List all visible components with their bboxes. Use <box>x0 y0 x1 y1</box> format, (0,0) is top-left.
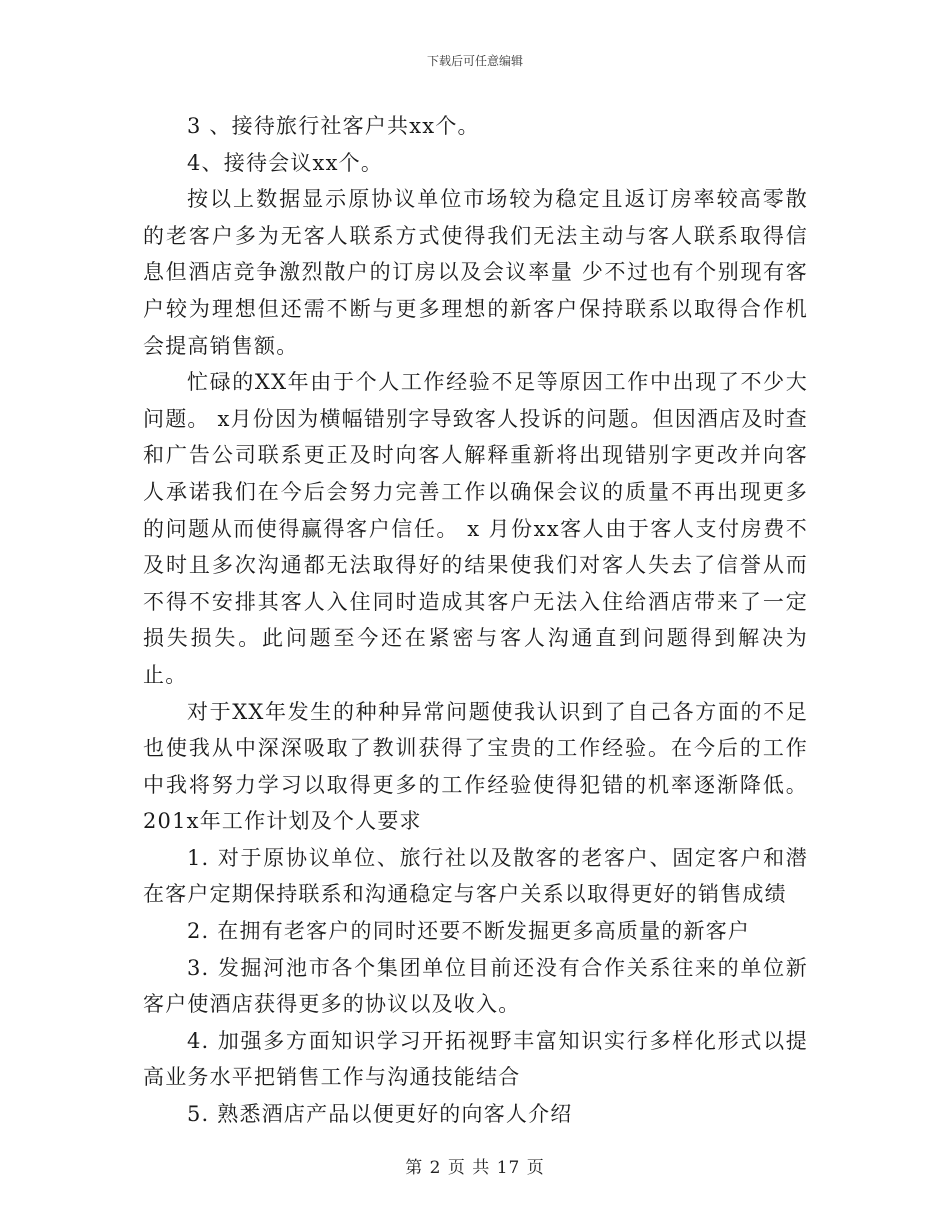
plan-item-4: 4. 加强多方面知识学习开拓视野丰富知识实行多样化形式以提高业务水平把销售工作与沟通技能结合 <box>143 1028 808 1090</box>
page-header: 下载后可任意编辑 <box>426 54 523 68</box>
plan-item-5: 5. 熟悉酒店产品以便更好的向客人介绍 <box>187 1102 573 1127</box>
plan-item-3: 3. 发掘河池市各个集团单位目前还没有合作关系往来的单位新客户使酒店获得更多的协议以及收入。 <box>143 955 808 1017</box>
paragraph-data-analysis: 按以上数据显示原协议单位市场较为稳定且返订房率较高零散的老客户多为无客人联系方式使得我们无法主动与客人联系取得信息但酒店竞争激烈散户的订房以及会议率量 少不过也有个别现有客户较为理想但还需不断与更多理想的新客户保持联系以取得合作机会提高销售额。 <box>143 187 808 358</box>
paragraph-item-3: 3 、接待旅行社客户共xx个。 <box>187 114 480 138</box>
plan-item-2: 2. 在拥有老客户的同时还要不断发掘更多高质量的新客户 <box>187 919 751 944</box>
document-body <box>143 108 808 1133</box>
paragraph-lessons: 对于XX年发生的种种异常问题使我认识到了自己各方面的不足也使我从中深深吸取了教训获得了宝贵的工作经验。在今后的工作中我将努力学习以取得更多的工作经验使得犯错的机率逐渐降低。201x年工作计划及个人要求 <box>143 699 808 834</box>
paragraph-item-4: 4、接待会议xx个。 <box>187 150 384 175</box>
plan-item-1: 1. 对于原协议单位、旅行社以及散客的老客户、固定客户和潜在客户定期保持联系和沟通稳定与客户关系以取得更好的销售成绩 <box>143 845 808 907</box>
paragraph-problems: 忙碌的XX年由于个人工作经验不足等原因工作中出现了不少大问题。 x月份因为横幅错别字导致客人投诉的问题。但因酒店及时查和广告公司联系更正及时向客人解释重新将出现错别字更改并向客人承诺我们在今后会努力完善工作以确保会议的质量不再出现更多的问题从而使得赢得客户信任。 x 月份xx客人由于客人支付房费不及时且多次沟通都无法取得好的结果使我们对客人失去了信誉从而不得不安排其客人入住同时造成其客户无法入住给酒店带来了一定损失损失。此问题至今还在紧密与客人沟通直到问题得到解决为止。 <box>143 370 808 687</box>
page-number: 第 2 页 共 17 页 <box>405 1158 545 1178</box>
